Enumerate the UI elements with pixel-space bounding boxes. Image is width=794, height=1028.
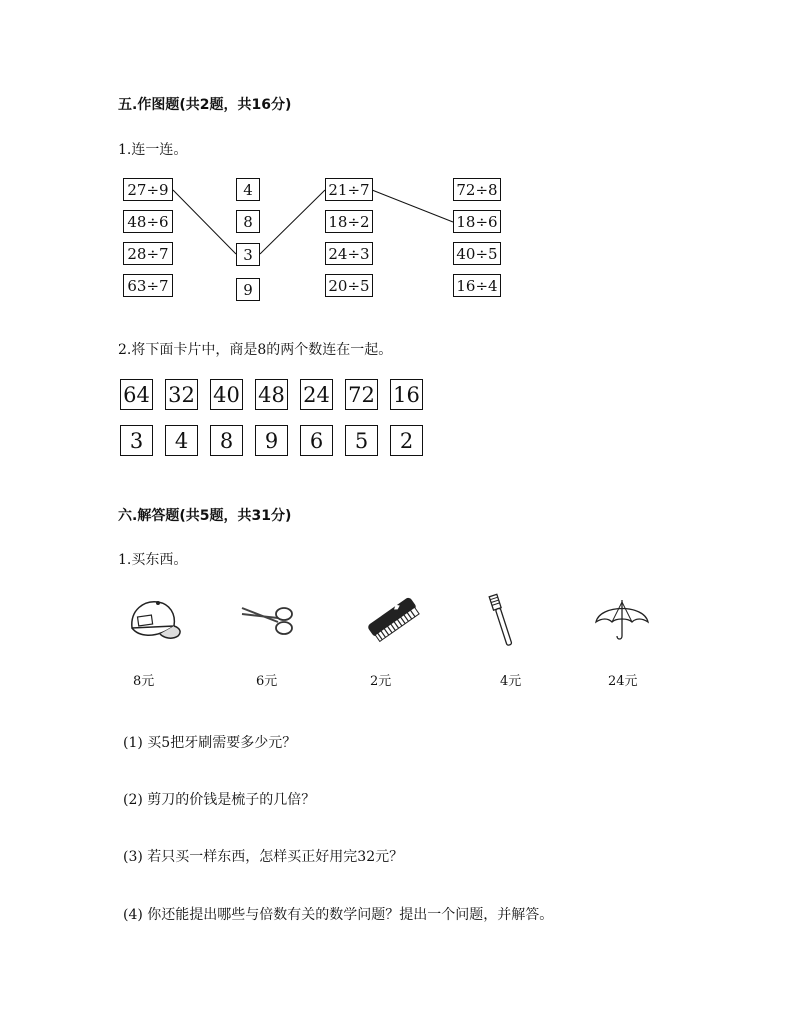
- number-card[interactable]: 3: [120, 425, 153, 456]
- number-card[interactable]: 2: [390, 425, 423, 456]
- subquestion: (1) 买5把牙刷需要多少元？: [123, 735, 297, 751]
- number-card[interactable]: 9: [255, 425, 288, 456]
- umbrella-icon: [592, 596, 652, 642]
- number-card[interactable]: 32: [165, 379, 198, 410]
- section-five-title: 五.作图题(共2题，共16分): [118, 97, 292, 113]
- number-card[interactable]: 24: [300, 379, 333, 410]
- price-label: 4元: [500, 674, 522, 689]
- match-line-27-9-to-3: [173, 190, 236, 254]
- expr-box[interactable]: 63÷7: [123, 274, 173, 297]
- question-2-label: 2.将下面卡片中，商是8的两个数连在一起。: [118, 342, 393, 358]
- number-card[interactable]: 40: [210, 379, 243, 410]
- number-card[interactable]: 6: [300, 425, 333, 456]
- expr-box[interactable]: 72÷8: [453, 178, 501, 201]
- expr-box[interactable]: 48÷6: [123, 210, 173, 233]
- subquestion: (4) 你还能提出哪些与倍数有关的数学问题？提出一个问题，并解答。: [123, 907, 554, 923]
- number-box[interactable]: 4: [236, 178, 260, 201]
- number-card[interactable]: 8: [210, 425, 243, 456]
- price-label: 8元: [133, 674, 155, 689]
- expr-box[interactable]: 18÷2: [325, 210, 373, 233]
- number-box[interactable]: 9: [236, 278, 260, 301]
- expr-box[interactable]: 40÷5: [453, 242, 501, 265]
- number-box[interactable]: 3: [236, 243, 260, 266]
- number-card[interactable]: 4: [165, 425, 198, 456]
- question-1-label: 1.买东西。: [118, 552, 188, 568]
- price-label: 6元: [256, 674, 278, 689]
- number-box[interactable]: 8: [236, 210, 260, 233]
- price-label: 24元: [608, 674, 638, 689]
- number-card[interactable]: 16: [390, 379, 423, 410]
- subquestion: (2) 剪刀的价钱是梳子的几倍？: [123, 792, 316, 808]
- number-card[interactable]: 72: [345, 379, 378, 410]
- expr-box[interactable]: 16÷4: [453, 274, 501, 297]
- number-card[interactable]: 5: [345, 425, 378, 456]
- expr-box[interactable]: 27÷9: [123, 178, 173, 201]
- expr-box[interactable]: 28÷7: [123, 242, 173, 265]
- match-line-3-to-21-7: [260, 190, 325, 254]
- number-card[interactable]: 64: [120, 379, 153, 410]
- section-six-title: 六.解答题(共5题，共31分): [118, 508, 292, 524]
- subquestion: (3) 若只买一样东西，怎样买正好用完32元？: [123, 849, 404, 865]
- price-label: 2元: [370, 674, 392, 689]
- expr-box[interactable]: 20÷5: [325, 274, 373, 297]
- match-line-21-7-to-18-6: [372, 190, 453, 222]
- scissors-icon: [238, 600, 298, 640]
- expr-box[interactable]: 21÷7: [325, 178, 373, 201]
- comb-icon: [362, 590, 422, 644]
- question-1-label: 1.连一连。: [118, 142, 188, 158]
- cap-icon: [124, 596, 186, 644]
- toothbrush-icon: [486, 590, 518, 650]
- expr-box[interactable]: 18÷6: [453, 210, 501, 233]
- number-card[interactable]: 48: [255, 379, 288, 410]
- expr-box[interactable]: 24÷3: [325, 242, 373, 265]
